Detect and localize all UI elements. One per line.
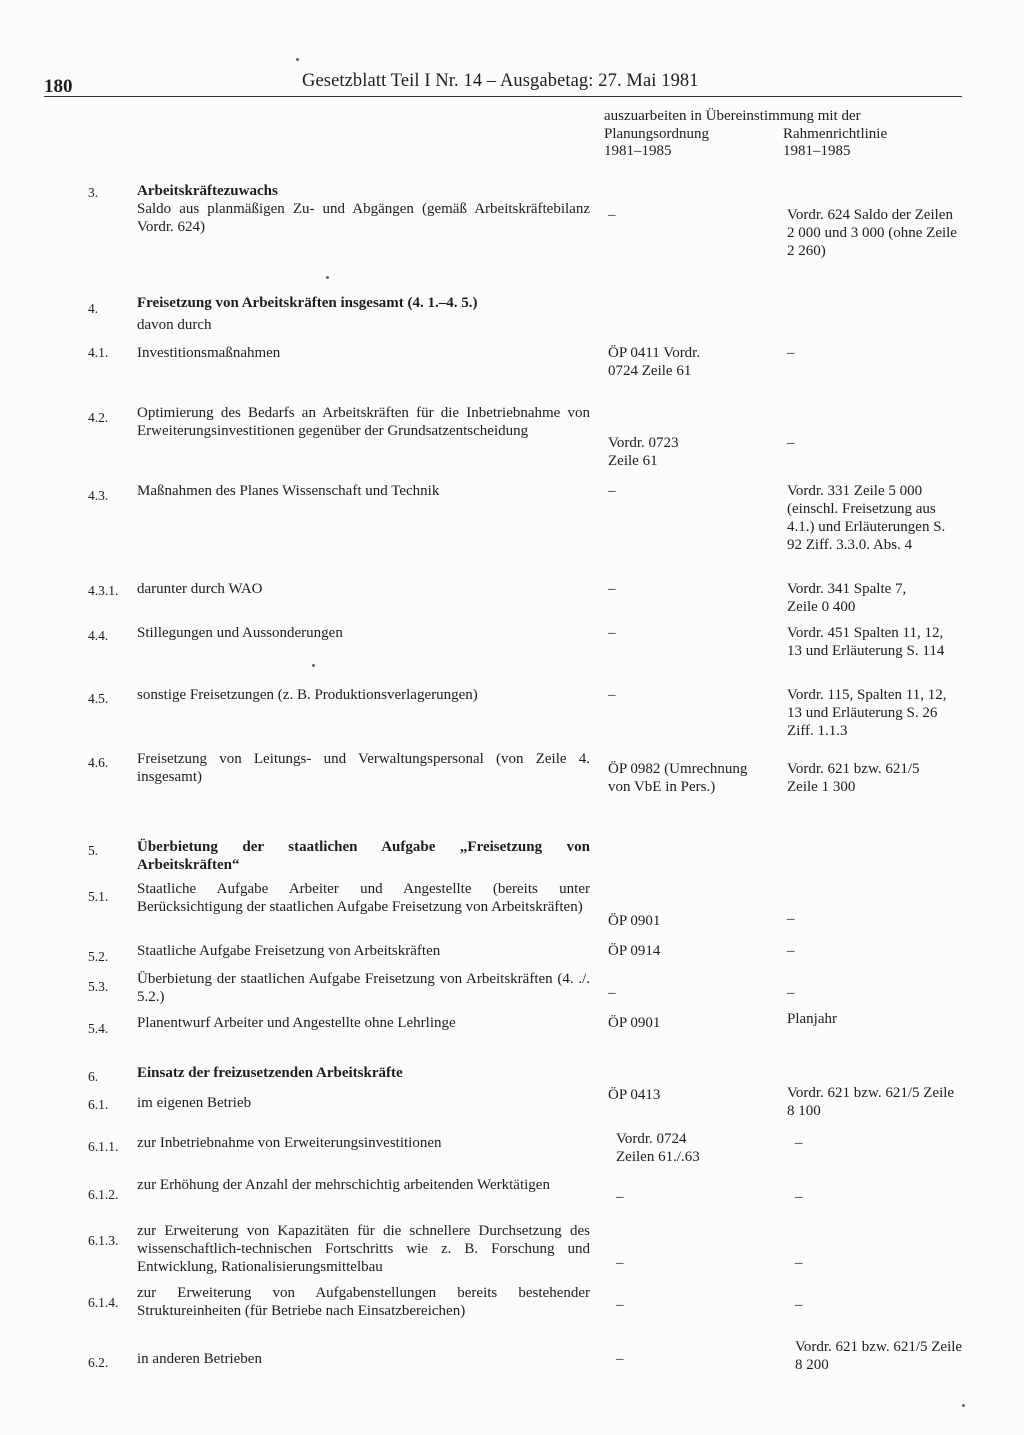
scan-speck (962, 1404, 965, 1407)
col2-value: – (787, 435, 795, 451)
row-text: zur Erweiterung von Kapazitäten für die schnellere Durchsetzung des wissenschaftlich-technischen Fortschritts wie z. B. Forschung und Entwicklung, Rationalisierungsmittelbau (137, 1223, 590, 1275)
col1-value: ÖP 0901 (608, 913, 661, 929)
row-text: Stillegungen und Aussonderungen (137, 625, 343, 641)
row-title: Einsatz der freizusetzenden Arbeitskräfte (137, 1065, 403, 1081)
col1-value: – (608, 483, 616, 499)
row-text: Optimierung des Bedarfs an Arbeitskräften für die Inbetriebnahme von Erweiterungsinvestitionen gegenüber der Grundsatzentscheidung (137, 405, 590, 439)
col2-value: Vordr. 621 bzw. 621/5 Zeile 8 100 (787, 1085, 955, 1119)
col2-value: – (795, 1297, 803, 1313)
row-text: davon durch (137, 317, 212, 333)
col1-value: – (616, 1255, 624, 1271)
col2-value: Vordr. 331 Zeile 5 000 (einschl. Freisetzung aus 4.1.) und Erläuterungen S. 92 Ziff. 3.3.0. Abs. 4 (787, 483, 946, 553)
row-title: Überbietung der staatlichen Aufgabe „Freisetzung von Arbeitskräften“ (137, 839, 590, 873)
col1-value: – (608, 985, 616, 1001)
row-number: 6. (88, 1069, 99, 1084)
col1-value: Vordr. 0724 Zeilen 61./.63 (616, 1131, 700, 1165)
col1-value: ÖP 0901 (608, 1015, 661, 1031)
row-title: Arbeitskräftezuwachs (137, 183, 278, 199)
row-text: Maßnahmen des Planes Wissenschaft und Technik (137, 483, 440, 499)
row-number: 6.1.3. (88, 1233, 119, 1248)
page-number: 180 (44, 76, 73, 97)
scan-speck (326, 276, 329, 279)
row-text: Staatliche Aufgabe Arbeiter und Angestellte (bereits unter Berücksichtigung der staatlichen Aufgabe Freisetzung von Arbeitskräften) (137, 881, 590, 915)
col2-value: Vordr. 115, Spalten 11, 12, 13 und Erläuterung S. 26 Ziff. 1.1.3 (787, 687, 947, 739)
col2-value: – (787, 911, 795, 927)
row-number: 3. (88, 185, 99, 200)
col1-value: ÖP 0413 (608, 1087, 661, 1103)
row-number: 4.5. (88, 691, 109, 706)
row-number: 5. (88, 843, 99, 858)
col1-value: – (608, 625, 616, 641)
column-header-planungsordnung: Planungsordnung 1981–1985 (604, 126, 709, 159)
row-text: Freisetzung von Leitungs- und Verwaltungspersonal (von Zeile 4. insgesamt) (137, 751, 590, 785)
col1-value: – (616, 1351, 624, 1367)
col1-value: Vordr. 0723 Zeile 61 (608, 435, 679, 469)
row-text: Saldo aus planmäßigen Zu- und Abgängen (gemäß Arbeitskräftebilanz Vordr. 624) (137, 201, 590, 235)
col2-value: Vordr. 621 bzw. 621/5 Zeile 8 200 (795, 1339, 963, 1373)
col2-value: Vordr. 451 Spalten 11, 12, 13 und Erläuterung S. 114 (787, 625, 945, 659)
scan-speck (312, 664, 315, 667)
col1-value: – (608, 581, 616, 597)
col1-value: – (608, 207, 616, 223)
row-text: in anderen Betrieben (137, 1351, 262, 1367)
row-text: sonstige Freisetzungen (z. B. Produktionsverlagerungen) (137, 687, 478, 703)
col2-value: – (795, 1135, 803, 1151)
page-header (44, 70, 962, 97)
col2-value: – (795, 1189, 803, 1205)
row-number: 6.2. (88, 1355, 109, 1370)
col2-value: Planjahr (787, 1011, 837, 1027)
row-text: Planentwurf Arbeiter und Angestellte ohne Lehrlinge (137, 1015, 456, 1031)
row-number: 5.4. (88, 1021, 109, 1036)
row-label (137, 294, 590, 334)
header-title: Gesetzblatt Teil I Nr. 14 – Ausgabetag: 27. Mai 1981 (302, 71, 699, 91)
row-number: 5.3. (88, 979, 109, 994)
col1-value: ÖP 0914 (608, 943, 661, 959)
col1-value: – (616, 1189, 624, 1205)
col1-value: – (616, 1297, 624, 1313)
column-header-top: auszuarbeiten in Übereinstimmung mit der (604, 108, 861, 124)
row-text: darunter durch WAO (137, 581, 263, 597)
row-number: 4.3.1. (88, 583, 119, 598)
row-text: zur Erweiterung von Aufgabenstellungen bereits bestehender Struktureinheiten (für Betriebe nach Einsatzbereichen) (137, 1285, 590, 1319)
row-number: 4.1. (88, 345, 109, 360)
row-text: Staatliche Aufgabe Freisetzung von Arbeitskräften (137, 943, 441, 959)
col2-value: – (795, 1255, 803, 1271)
col2-value: Vordr. 624 Saldo der Zeilen 2 000 und 3 000 (ohne Zeile 2 260) (787, 207, 957, 259)
row-number: 6.1.4. (88, 1295, 119, 1310)
col2-value: – (787, 943, 795, 959)
col2-value: – (787, 985, 795, 1001)
row-text: Überbietung der staatlichen Aufgabe Freisetzung von Arbeitskräften (4. ./. 5.2.) (137, 971, 590, 1005)
row-number: 4.3. (88, 488, 109, 503)
row-number: 5.1. (88, 889, 109, 904)
row-number: 4.2. (88, 410, 109, 425)
row-label (137, 182, 590, 236)
col1-value: ÖP 0411 Vordr. 0724 Zeile 61 (608, 345, 701, 379)
col2-value: Vordr. 341 Spalte 7, Zeile 0 400 (787, 581, 907, 615)
col1-value: – (608, 687, 616, 703)
scan-speck (296, 58, 299, 61)
row-number: 4. (88, 301, 99, 316)
row-number: 4.6. (88, 755, 109, 770)
row-text: Investitionsmaßnahmen (137, 345, 281, 361)
col2-value: – (787, 345, 795, 361)
row-text: zur Inbetriebnahme von Erweiterungsinvestitionen (137, 1135, 442, 1151)
row-number: 6.1.2. (88, 1187, 119, 1202)
row-text: zur Erhöhung der Anzahl der mehrschichtig arbeitenden Werktätigen (137, 1177, 550, 1193)
row-number: 6.1.1. (88, 1139, 119, 1154)
row-title: Freisetzung von Arbeitskräften insgesamt (4. 1.–4. 5.) (137, 295, 478, 311)
col2-value: Vordr. 621 bzw. 621/5 Zeile 1 300 (787, 761, 920, 795)
col1-value: ÖP 0982 (Umrechnung von VbE in Pers.) (608, 761, 748, 795)
row-number: 6.1. (88, 1097, 109, 1112)
row-number: 4.4. (88, 628, 109, 643)
column-header-rahmenrichtlinie: Rahmenrichtlinie 1981–1985 (783, 126, 888, 159)
row-number: 5.2. (88, 949, 109, 964)
row-text: im eigenen Betrieb (137, 1095, 252, 1111)
